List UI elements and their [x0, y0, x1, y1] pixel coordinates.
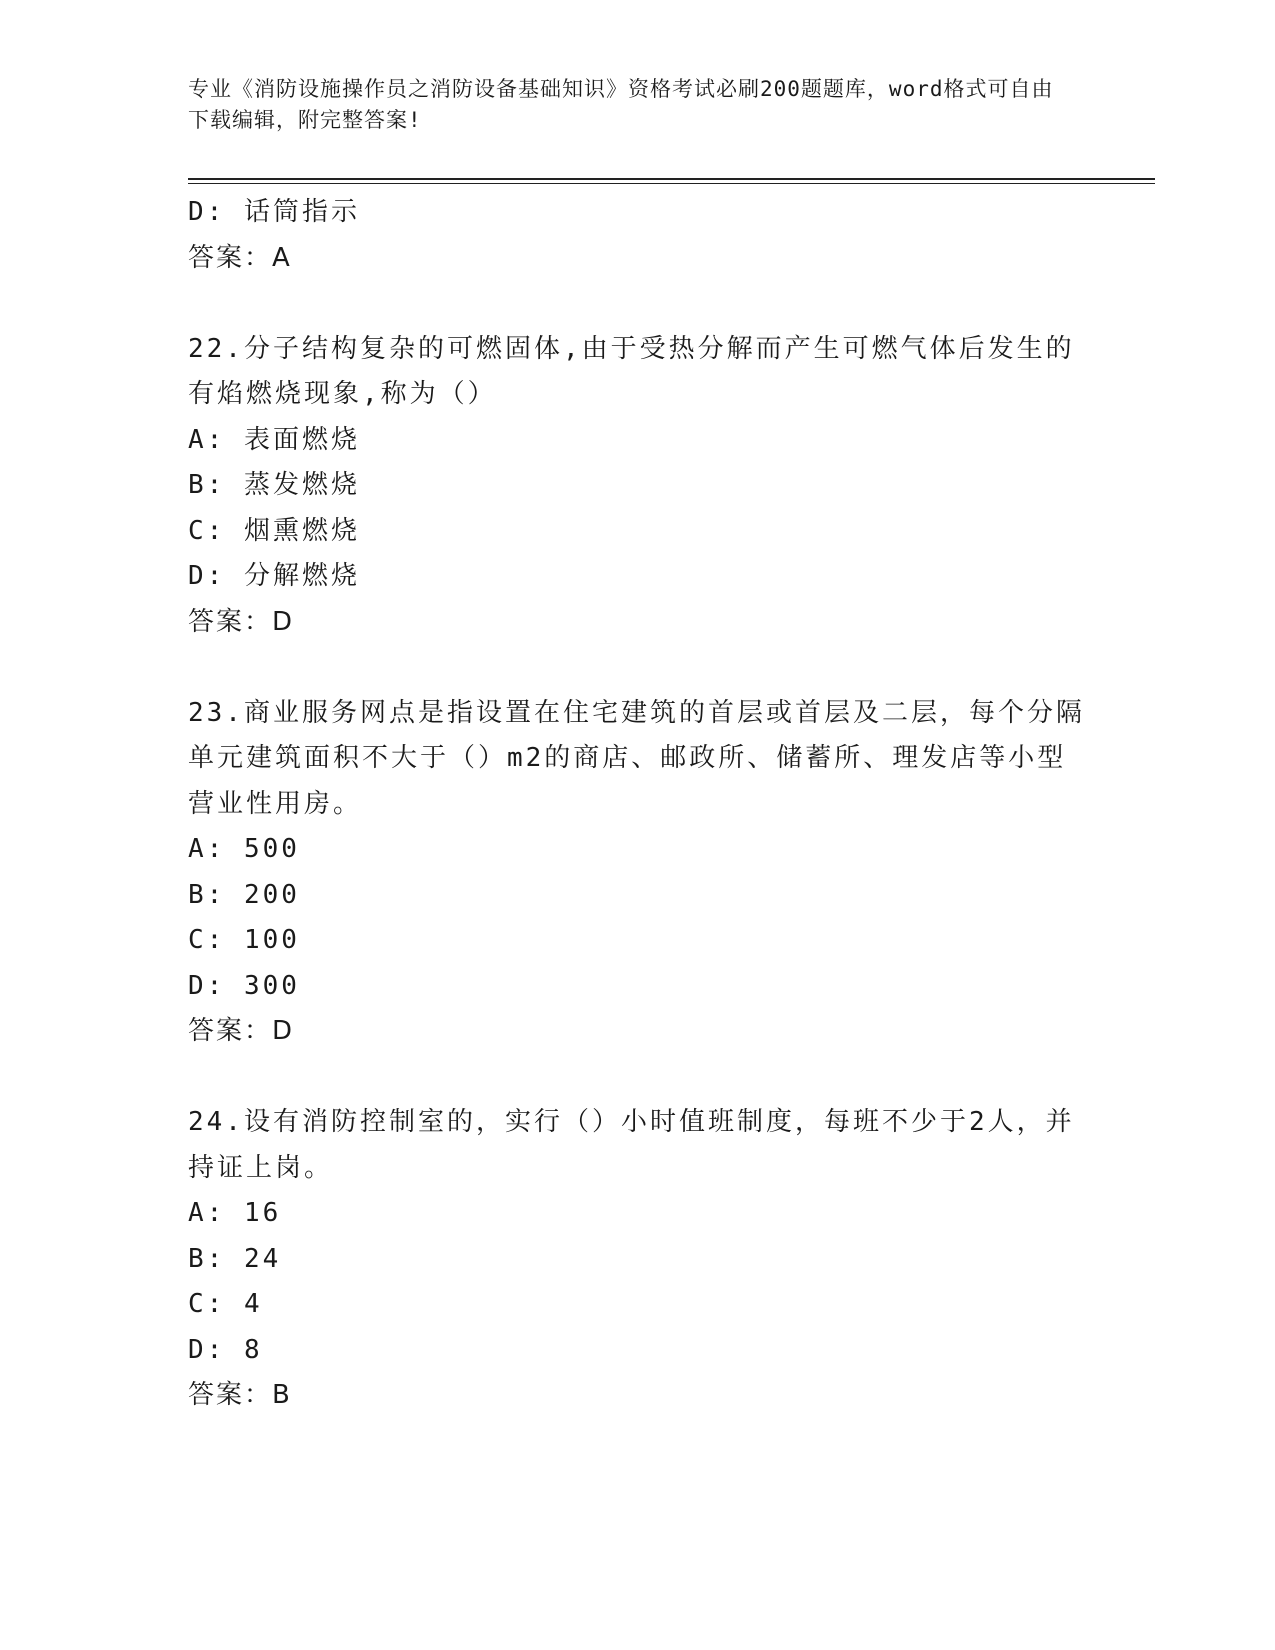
question-stem-line: 有焰燃烧现象,称为（）	[188, 379, 497, 409]
option-b: B: 蒸发燃烧	[188, 470, 360, 500]
option-a: A: 16	[188, 1198, 282, 1228]
question-stem-line: 24.设有消防控制室的，实行（）小时值班制度，每班不少于2人，并	[188, 1107, 1075, 1137]
question-23	[188, 691, 1088, 1055]
answer-label: 答案：D	[188, 606, 295, 637]
answer-label: 答案：A	[188, 242, 292, 273]
header-divider	[188, 178, 1155, 184]
question-stem-line: 持证上岗。	[188, 1152, 334, 1183]
option-c: C: 100	[188, 925, 300, 955]
option-d: D: 话筒指示	[188, 197, 360, 227]
question-list	[188, 190, 1088, 1419]
spacer	[188, 645, 1088, 691]
option-d: D: 8	[188, 1334, 263, 1365]
answer-label: 答案：D	[188, 1016, 295, 1046]
option-d: D: 分解燃烧	[188, 561, 360, 591]
option-c: C: 4	[188, 1289, 263, 1319]
question-stem-line: 22.分子结构复杂的可燃固体,由于受热分解而产生可燃气体后发生的	[188, 333, 1075, 364]
option-b: B: 200	[188, 879, 300, 910]
option-b: B: 24	[188, 1243, 282, 1274]
question-24	[188, 1100, 1088, 1419]
question-stem-line: 23.商业服务网点是指设置在住宅建筑的首层或首层及二层，每个分隔	[188, 697, 1085, 728]
option-c: C: 烟熏燃烧	[188, 515, 360, 546]
option-d: D: 300	[188, 970, 300, 1001]
question-stem-line: 营业性用房。	[188, 788, 363, 819]
document-header: 专业《消防设施操作员之消防设备基础知识》资格考试必刷200题题库，word格式可自由下载编辑，附完整答案!	[188, 77, 1054, 132]
option-a: A: 500	[188, 834, 300, 864]
question-stem-line: 单元建筑面积不大于（）m2的商店、邮政所、储蓄所、理发店等小型	[188, 743, 1067, 773]
option-a: A: 表面燃烧	[188, 424, 360, 455]
question-22	[188, 327, 1088, 646]
spacer	[188, 1055, 1088, 1101]
spacer	[188, 281, 1088, 327]
answer-label: 答案：B	[188, 1380, 292, 1410]
